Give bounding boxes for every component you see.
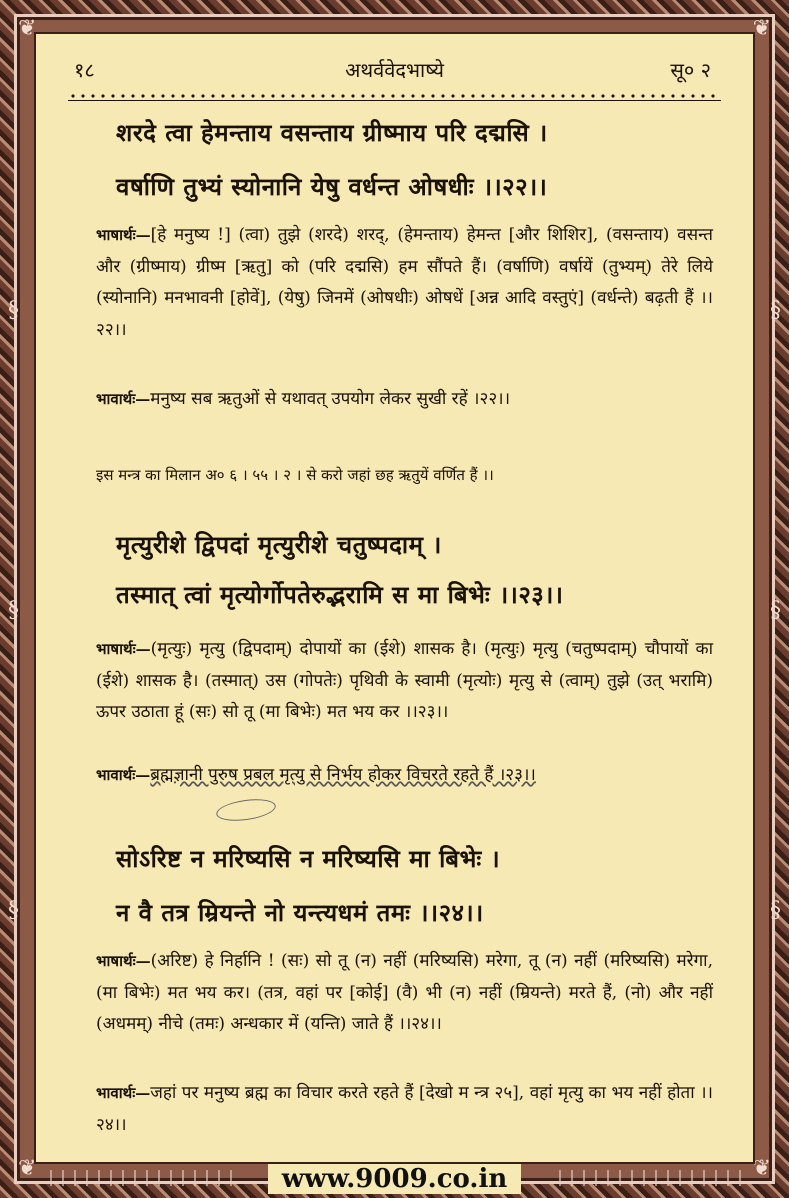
page-header (36, 56, 753, 86)
mantra-22-line-1: शरदे त्वा हेमन्ताय वसन्ताय ग्रीष्माय परि दद्मसि । (116, 118, 548, 147)
bhavarth-22 (96, 384, 713, 416)
header-divider (68, 90, 721, 101)
side-ornament-icon: § (8, 598, 19, 623)
book-page (36, 34, 753, 1162)
side-ornament-icon: § (770, 898, 781, 923)
footer (0, 1162, 789, 1198)
book-title: अथर्ववेदभाष्ये (345, 58, 444, 82)
bhasharth-22 (96, 220, 713, 346)
mantra-24-line-1: सोऽरिष्ट न मरिष्यसि न मरिष्यसि मा बिभेः । (116, 844, 501, 873)
mantra-22-note: इस मन्त्र का मिलान अ० ६ । ५५ । २ । से करो जहां छह ऋतुयें वर्णित हैं ।। (96, 466, 494, 484)
bhavarth-label: भावार्थः— (96, 390, 151, 408)
bhasharth-label: भाषार्थः— (96, 952, 151, 970)
mantra-23-line-2: तस्मात् त्वां मृत्योर्गोपतेरुद्भरामि स मा बिभेः ।।२३।। (116, 580, 564, 609)
website-link[interactable]: www.9009.co.in (268, 1164, 522, 1194)
bhasharth-text: (मृत्युः) मृत्यु (द्विपदाम्) दोपायों का (ईशे) शासक है। (मृत्युः) मृत्यु (चतुष्पदाम्) चौपायों का (ईशे) शासक है। (तस्मात्) उस (गोपतेः) पृथिवी के स्वामी (मृत्योः) मृत्यु से (त्वाम्) तुझे (उत् भरामि) ऊपर उठाता हूं (सः) सो तू (मा बिभेः) मत भय कर ।।२३।। (96, 639, 713, 722)
side-ornament-icon: § (770, 298, 781, 323)
bhasharth-24 (96, 946, 713, 1041)
bhavarth-text: ब्रह्मज्ञानी पुरुष प्रबल मृत्यु से निर्भय होकर विचरते रहते हैं ।२३।। (150, 765, 536, 785)
bhavarth-label: भावार्थः— (96, 766, 151, 784)
side-ornament-icon: § (770, 598, 781, 623)
page-number: १८ (74, 58, 95, 82)
bhavarth-23 (96, 760, 713, 792)
mantra-23-line-1: मृत्युरीशे द्विपदां मृत्युरीशे चतुष्पदाम् । (116, 530, 442, 559)
corner-ornament-icon: ❦ (18, 1156, 37, 1181)
bhavarth-text: जहां पर मनुष्य ब्रह्म का विचार करते रहते हैं [देखो म न्त्र २५], वहां मृत्यु का भय नहीं होता ।।२४।। (96, 1083, 713, 1135)
handwritten-mark (215, 796, 277, 824)
side-ornament-icon: § (8, 898, 19, 923)
bhasharth-label: भाषार्थः— (96, 226, 151, 244)
bhavarth-label: भावार्थः— (96, 1084, 151, 1102)
bhasharth-label: भाषार्थः— (96, 640, 151, 658)
corner-ornament-icon: ❦ (18, 16, 37, 41)
bhavarth-text: मनुष्य सब ऋतुओं से यथावत् उपयोग लेकर सुखी रहें ।२२।। (150, 389, 511, 409)
sukta-number: सू० २ (670, 58, 711, 82)
bhavarth-24 (96, 1078, 713, 1141)
bhasharth-text: (अरिष्ट) हे निर्हानि ! (सः) सो तू (न) नहीं (मरिष्यसि) मरेगा, तू (न) नहीं (मरिष्यसि) मरेगा, (मा बिभेः) मत भय कर। (तत्र, वहां पर [कोई] (वै) भी (न) नहीं (म्रियन्ते) मरते हैं, (नो) और नहीं (अधमम्) नीचे (तमः) अन्धकार में (यन्ति) जाते हैं ।।२४।। (96, 951, 713, 1034)
corner-ornament-icon: ❦ (752, 16, 771, 41)
mantra-24-line-2: न वै तत्र म्रियन्ते नो यन्त्यधमं तमः ।।२४।। (116, 898, 484, 927)
mantra-22-line-2: वर्षाणि तुभ्यं स्योनानि येषु वर्धन्त ओषधीः ।।२२।। (116, 172, 548, 201)
side-ornament-icon: § (8, 298, 19, 323)
corner-ornament-icon: ❦ (752, 1156, 771, 1181)
bhasharth-23 (96, 634, 713, 729)
bhasharth-text: [हे मनुष्य !] (त्वा) तुझे (शरदे) शरद्, (हेमन्ताय) हेमन्त [और शिशिर], (वसन्ताय) वसन्त और (ग्रीष्माय) ग्रीष्म [ऋतु] को (परि दद्मसि) हम सौंपते हैं। (वर्षाणि) वर्षायें (तुभ्यम्) तेरे लिये (स्योनानि) मनभावनी [होवें], (येषु) जिनमें (ओषधीः) ओषधें [अन्न आदि वस्तुएं] (वर्धन्ते) बढ़ती हैं ।।२२।। (96, 225, 713, 340)
